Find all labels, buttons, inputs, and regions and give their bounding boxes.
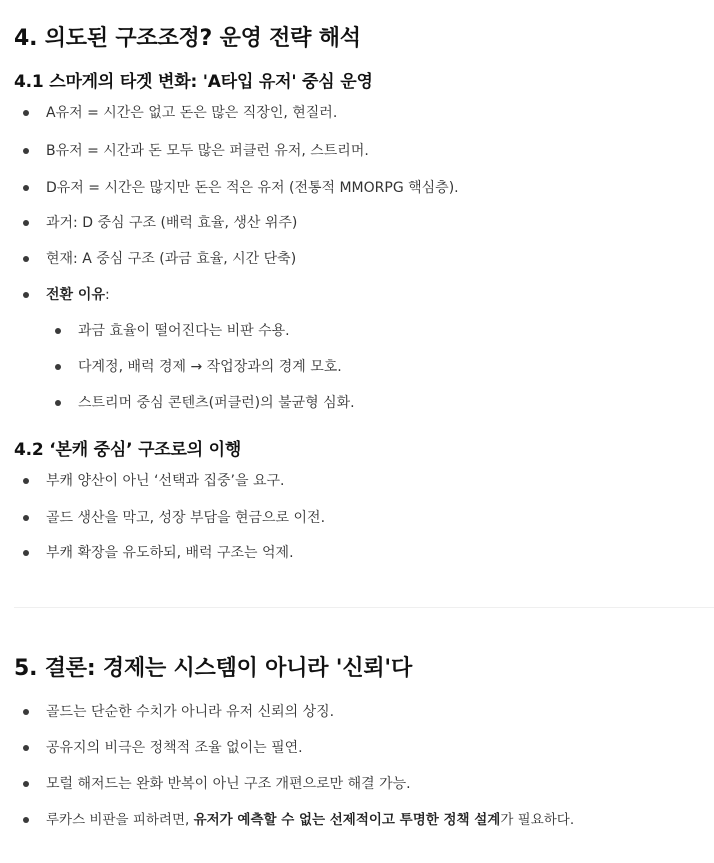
nested-list-item: 과금 효율이 떨어진다는 비판 수용. <box>78 323 290 339</box>
list-item: 부캐 양산이 아닌 ‘선택과 집중’을 요구. <box>46 473 285 489</box>
list-item: 모럴 해저드는 완화 반복이 아닌 구조 개편으로만 해결 가능. <box>46 776 411 792</box>
section-4-heading: 4. 의도된 구조조정? 운영 전략 해석 <box>14 26 361 51</box>
nested-list-item: 다계정, 배럭 경제 → 작업장과의 경계 모호. <box>78 359 342 375</box>
list-item: B유저 = 시간과 돈 모두 많은 퍼클런 유저, 스트리머. <box>46 143 369 159</box>
bullet-dot <box>23 745 29 751</box>
section-divider <box>14 607 714 608</box>
list-item: 현재: A 중심 구조 (과금 효율, 시간 단축) <box>46 251 297 267</box>
bullet-dot <box>23 220 29 226</box>
transition-colon: : <box>104 287 110 303</box>
list-item-final <box>46 811 574 829</box>
final-bold-text: 유저가 예측할 수 없는 선제적이고 투명한 정책 설계 <box>193 812 501 828</box>
bullet-dot <box>23 185 29 191</box>
list-item: D유저 = 시간은 많지만 돈은 적은 유저 (전통적 MMORPG 핵심층). <box>46 180 459 196</box>
section-4-2-heading: 4.2 ‘본캐 중심’ 구조로의 이행 <box>14 440 242 460</box>
bullet-dot <box>23 781 29 787</box>
bullet-dot <box>23 478 29 484</box>
final-prefix: 루카스 비판을 피하려면, <box>46 812 194 828</box>
list-item: 과거: D 중심 구조 (배럭 효율, 생산 위주) <box>46 215 298 231</box>
bullet-dot <box>55 400 61 406</box>
bullet-dot <box>55 364 61 370</box>
transition-label: 전환 이유 <box>46 287 105 303</box>
bullet-dot <box>23 817 29 823</box>
list-item-transition <box>46 286 110 304</box>
nested-list-item: 스트리머 중심 콘텐츠(퍼클런)의 불균형 심화. <box>78 395 355 411</box>
bullet-dot <box>23 550 29 556</box>
bullet-dot <box>55 328 61 334</box>
bullet-dot <box>23 110 29 116</box>
final-suffix: 가 필요하다. <box>500 812 575 828</box>
list-item: 골드는 단순한 수치가 아니라 유저 신뢰의 상징. <box>46 704 335 720</box>
bullet-dot <box>23 256 29 262</box>
bullet-dot <box>23 148 29 154</box>
section-4-1-heading: 4.1 스마게의 타겟 변화: 'A타입 유저' 중심 운영 <box>14 72 373 92</box>
list-item: 부캐 확장을 유도하되, 배럭 구조는 억제. <box>46 545 294 561</box>
bullet-dot <box>23 515 29 521</box>
bullet-dot <box>23 709 29 715</box>
section-5-heading: 5. 결론: 경제는 시스템이 아니라 '신뢰'다 <box>14 656 413 681</box>
list-item: 공유지의 비극은 정책적 조율 없이는 필연. <box>46 740 303 756</box>
list-item: 골드 생산을 막고, 성장 부담을 현금으로 이전. <box>46 510 326 526</box>
bullet-dot <box>23 292 29 298</box>
list-item: A유저 = 시간은 없고 돈은 많은 직장인, 현질러. <box>46 105 338 121</box>
